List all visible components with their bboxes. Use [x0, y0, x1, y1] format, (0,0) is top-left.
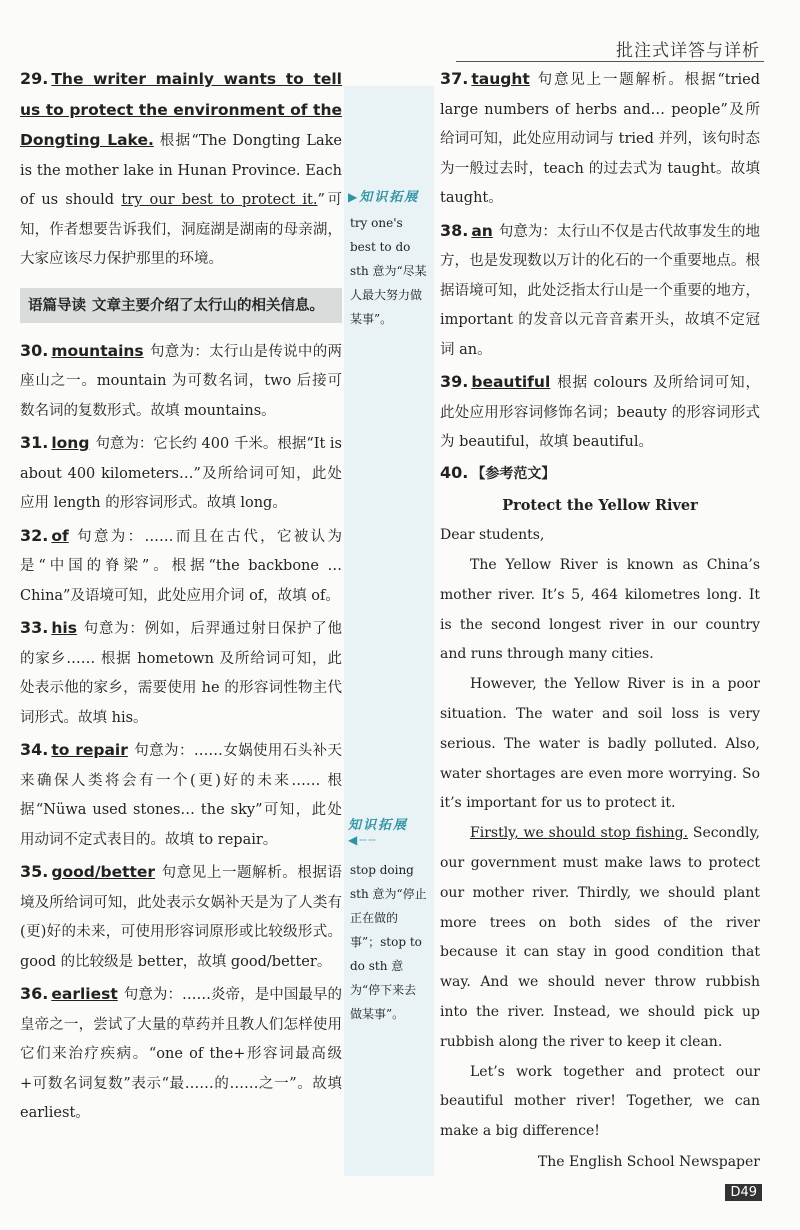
margin-notes [344, 86, 434, 1176]
answer: to repair [51, 741, 128, 759]
question-36: 36. earliest 句意为：……炎帝，是中国最早的皇帝之一，尝试了大量的草药并且教人们怎样使用它们来治疗疾病。“one of the+形容词最高级+可数名词复数”表示“最……的……之一”。故填 earliest。 [20, 984, 342, 1121]
essay-paragraph: The Yellow River is known as China’s mother river. It’s 5, 464 kilometres long. It is the second longest river in our country and runs through many cities. [440, 557, 760, 663]
answer: beautiful [471, 373, 551, 391]
page-header: 批注式详答与详析 [616, 41, 760, 61]
note-title: ▶知识拓展 [348, 190, 420, 205]
essay-title: Protect the Yellow River [502, 497, 698, 515]
question-38: 38. an 句意为：太行山不仅是古代故事发生的地方，也是发现数以万计的化石的一个重要地点。根据语境可知，此处泛指太行山是一个重要的地方，important 的发音以元音音素开头，故填不定冠词 an。 [440, 220, 760, 358]
question-40: 40. 【参考范文】 [440, 462, 556, 482]
essay-signature: The English School Newspaper [537, 1154, 760, 1171]
answer: earliest [51, 985, 118, 1003]
right-column [440, 64, 760, 1177]
note-title: 知识拓展 ◀┈┈ [348, 818, 409, 847]
question-33: 33. his 句意为：例如，后羿通过射日保护了他的家乡…… 根据 hometown 及所给词可知，此处表示他的家乡，需要使用 he 的形容词性物主代词形式。故填 his。 [20, 618, 342, 726]
answer: of [51, 526, 69, 545]
essay-paragraph: However, the Yellow River is in a poor situation. The water and soil loss is very serious. The water is badly polluted. Also, water shortages are even more worrying. So it’s important for us to protect it. [440, 676, 760, 812]
answer: an [471, 221, 493, 240]
question-37: 37. taught 句意见上一题解析。根据“tried large numbers of herbs and… people”及所给词可知，此处应用动词与 tried 并列，该句时态为一般过去时，teach 的过去式为 taught。故填 taught。 [440, 69, 760, 206]
essay-paragraph: Firstly, we should stop fishing. Secondly, our government must make laws to protect our mother river. Thirdly, we should plant more trees on both sides of the river because it can stay in good condition that way. And we should never throw rubbish into the river. Instead, we should pick up rubbish along the river to keep it clean. [440, 825, 760, 1050]
page-number: D49 [725, 1184, 762, 1201]
question-32: 32. of 句意为：……而且在古代，它被认为是“中国的脊梁”。根据“the backbone … China”及语境可知，此处应用介词 of，故填 of。 [20, 525, 342, 604]
note-text: try one's best to do sth 意为“尽某人最大努力做某事”。 [350, 216, 427, 326]
answer: mountains [51, 341, 144, 360]
arrow-icon: ▶ [348, 190, 360, 204]
question-31: 31. long 句意为：它长约 400 千米。根据“It is about 400 kilometers…”及所给词可知，此处应用 length 的形容词形式。故填 long。 [20, 433, 342, 511]
answer: his [51, 619, 77, 637]
answer: good/better [51, 863, 156, 881]
essay-paragraph: Let’s work together and protect our beautiful mother river! Together, we can make a big difference! [440, 1063, 760, 1140]
answer: long [51, 434, 90, 452]
left-column [20, 64, 342, 1129]
essay-greeting: Dear students, [440, 527, 545, 544]
arrow-icon: ◀┈┈ [348, 833, 378, 847]
header-divider [456, 61, 764, 62]
reading-guide: 语篇导读 文章主要介绍了太行山的相关信息。 [20, 288, 342, 323]
question-34: 34. to repair 句意为：……女娲使用石头补天来确保人类将会有一个(更)好的未来…… 根据“Nüwa used stones… the sky”可知，此处用动词不定式表目的。故填 to repair。 [20, 740, 343, 848]
question-35: 35. good/better 句意见上一题解析。根据语境及所给词可知，此处表示女娲补天是为了人类有(更)好的未来，可使用形容词原形或比较级形式。good 的比较级是 better，故填 good/better。 [20, 862, 342, 970]
question-29: 29. The writer mainly wants to tell us to protect the environment of the Dongting Lake. 根据“The Dongting Lake is the mother lake in Hunan Province. Each of us should try our best to protect it.”可知，作者想要告诉我们，洞庭湖是湖南的母亲湖，大家应该尽力保护那里的环境。 [20, 69, 342, 267]
note-1 [344, 186, 434, 331]
question-30: 30. mountains 句意为：太行山是传说中的两座山之一。mountain 为可数名词，two 后接可数名词的复数形式。故填 mountains。 [20, 340, 342, 419]
answer: The writer mainly wants to tell us to protect the environment of the Dongting Lake. [20, 70, 342, 149]
answer: taught [471, 70, 530, 88]
note-text: stop doing sth 意为“停止正在做的事”；stop to do sth 意为“停下来去做某事”。 [350, 863, 427, 1021]
question-39: 39. beautiful 根据 colours 及所给词可知，此处应用形容词修饰名词；beauty 的形容词形式为 beautiful，故填 beautiful。 [440, 372, 760, 450]
model-essay [440, 458, 760, 1178]
note-2 [344, 814, 434, 1026]
